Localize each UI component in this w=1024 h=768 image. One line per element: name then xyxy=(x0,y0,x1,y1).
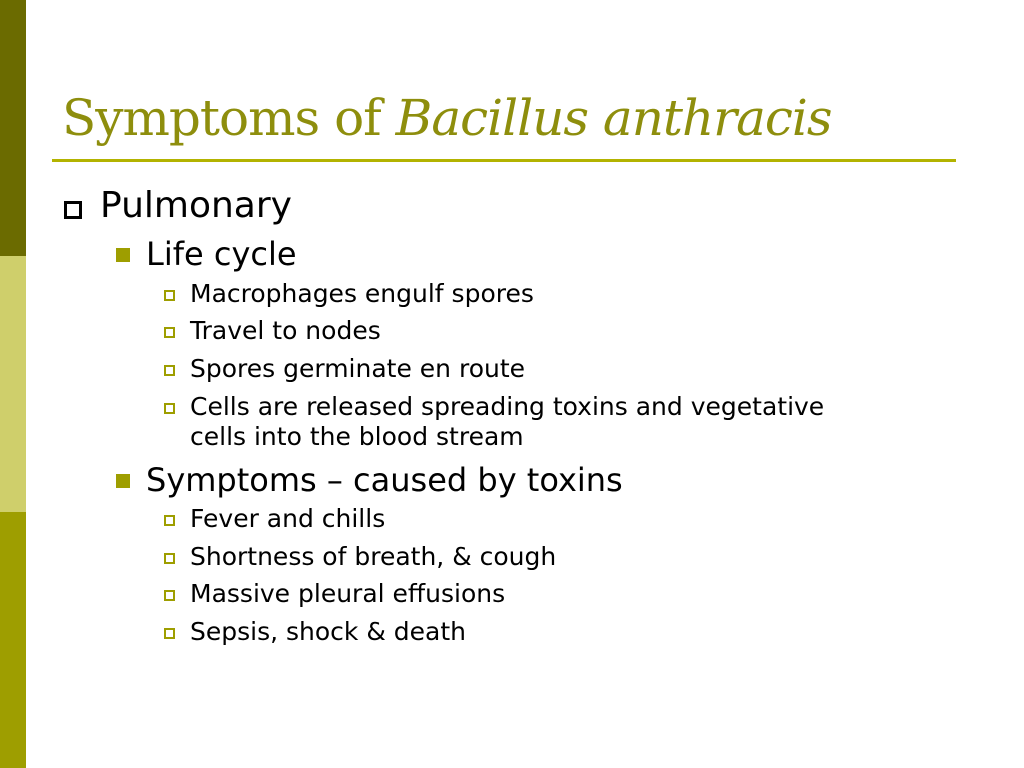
list-item: Sepsis, shock & death xyxy=(190,617,467,646)
sidebar-stripe-mid xyxy=(0,512,26,768)
small-hollow-square-bullet-icon xyxy=(164,327,175,338)
list-item: Macrophages engulf spores xyxy=(190,279,534,308)
title-organism: Bacillus anthracis xyxy=(395,89,832,147)
title-prefix: Symptoms of xyxy=(62,89,396,147)
list-item: Travel to nodes xyxy=(190,316,381,345)
small-hollow-square-bullet-icon xyxy=(164,365,175,376)
small-hollow-square-bullet-icon xyxy=(164,290,175,301)
title-underline xyxy=(52,159,956,162)
bullet-pulmonary: Pulmonary xyxy=(100,185,292,226)
small-hollow-square-bullet-icon xyxy=(164,403,175,414)
sidebar-stripe-dark xyxy=(0,0,26,256)
small-hollow-square-bullet-icon xyxy=(164,553,175,564)
sidebar-stripe-light xyxy=(0,256,26,512)
small-hollow-square-bullet-icon xyxy=(164,515,175,526)
list-item-continuation: cells into the blood stream xyxy=(190,422,524,451)
bullet-life-cycle: Life cycle xyxy=(146,235,297,273)
list-item: Cells are released spreading toxins and vegetative xyxy=(190,392,825,421)
solid-square-bullet-icon xyxy=(116,248,130,262)
slide-title xyxy=(62,80,832,156)
list-item: Spores germinate en route xyxy=(190,354,526,383)
small-hollow-square-bullet-icon xyxy=(164,628,175,639)
small-hollow-square-bullet-icon xyxy=(164,590,175,601)
list-item: Massive pleural effusions xyxy=(190,579,506,608)
list-item: Shortness of breath, & cough xyxy=(190,542,557,571)
list-item: Fever and chills xyxy=(190,504,386,533)
bullet-symptoms: Symptoms – caused by toxins xyxy=(146,461,623,499)
solid-square-bullet-icon xyxy=(116,474,130,488)
hollow-square-bullet-icon xyxy=(64,201,82,219)
